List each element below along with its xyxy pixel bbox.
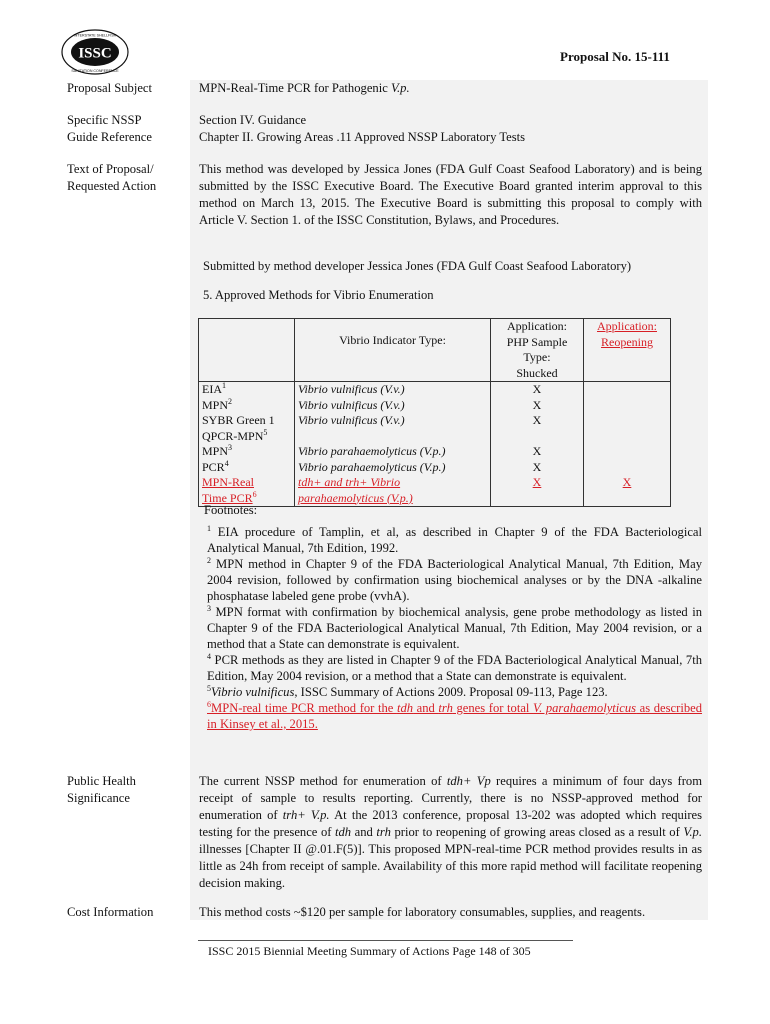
text-paragraph: This method was developed by Jessica Jones (FDA Gulf Coast Seafood Laboratory) and is being submitted by the ISSC Executive Board. The Executive Board granted interim approval to this method on March 13, 2015. The Executive Board is submitting this proposal to comply with Article V. Section 1. of the ISSC Constitution, Bylaws, and Procedures. [199,162,702,227]
footnote-1: $^1$ EIA procedure of Tamplin, et al, as described in Chapter 9 of the FDA Bacteriological Analytical Manual, 7th Edition, 1992. [207,523,702,555]
cost-label: Cost Information [67,905,154,919]
text-label: Text of Proposal/ Requested Action [67,162,157,193]
public-health-paragraph: The current NSSP method for enumeration of tdh+ Vp requires a minimum of four days from receipt of sample to results reporting. Currently, there is no NSSP-approved method for enumeration of trh+ V.p. At the 2013 conference, proposal 13-202 was adopted which requires testing for the presence of tdh and trh prior to reopening of growing areas closed as a result of V.p. illnesses [Chapter II @.01.F(5)]. This proposed MPN-real-time PCR method provides results in as little as 24h from receipt of sample. Availability of this more rapid method will facilitate reopening decision making. [199,774,703,890]
footnote-6: $^6$MPN-real time PCR method for the tdh and trh genes for total V. parahaemolyticus as described in Kinsey et al., 2015. [207,699,703,731]
table-cell: Vibrio vulnificus (V.v.) Vibrio vulnificus (V.v.) Vibrio vulnificus (V.v.) Vibrio parahaemolyticus (V.p.) Vibrio parahaemolyticus (V.p.) tdh+ and trh+ Vibrio parahaemolyticus (V.p.) [295,382,491,507]
guide-value: Section IV. Guidance Chapter II. Growing Areas .11 Approved NSSP Laboratory Tests [199,113,526,144]
submitted-by: Submitted by method developer Jessica Jones (FDA Gulf Coast Seafood Laboratory) [203,259,632,273]
issc-logo [60,28,130,76]
table-header-cell [199,319,295,382]
table-cell: X X X X X X [491,382,584,507]
table-cell: EIA$^1$ MPN$^2$ SYBR Green 1 QPCR-MPN$^5$ MPN$^3$ PCR$^4$ MPN-Real Time PCR$^6$ [199,382,295,507]
table-header-row [199,319,671,382]
table-header-cell: Application: Reopening [584,319,671,382]
table-cell: X [584,382,671,507]
table-header-cell: Vibrio Indicator Type: [295,319,491,382]
proposal-number: Proposal No. 15-111 [560,49,670,64]
footnotes-list [207,524,702,732]
page-footer: ISSC 2015 Biennial Meeting Summary of Actions Page 148 of 305 [208,944,531,958]
table-row [199,382,671,507]
logo-text: ISSC [78,45,112,62]
logo-ring-top: INTERSTATE SHELLFISH [73,33,117,38]
cost-value: This method costs ~$120 per sample for laboratory consumables, supplies, and reagents. [199,905,646,919]
subject-value: MPN-Real-Time PCR for Pathogenic V.p. [199,81,410,95]
footnote-4: $^4$ PCR methods as they are listed in Chapter 9 of the FDA Bacteriological Analytical Manual, 7th Edition, May 2004 revision, or a method that a State can demonstrate is equivalent. [207,651,702,683]
table-header-cell: Application: PHP Sample Type: Shucked [491,319,584,382]
public-health-label: Public Health Significance [67,774,136,805]
footnote-3: $^3$ MPN format with confirmation by biochemical analysis, gene probe methodology as listed in Chapter 9 of the FDA Bacteriological Analytical Manual, 7th Edition, May 2004 revision, or a method that a State can demonstrate is equivalent. [207,603,702,651]
footnote-2: $^2$ MPN method in Chapter 9 of the FDA Bacteriological Analytical Manual, 7th Edition, May 2004 revision, followed by confirmation using biochemical analyses or by the DNA -alkaline phosphatase labeled gene probe (vvhA). [207,555,702,603]
footnotes-title: Footnotes: [204,503,258,517]
approved-methods-heading: 5. Approved Methods for Vibrio Enumeration [203,288,434,302]
methods-table [198,318,671,507]
guide-label: Specific NSSP Guide Reference [67,113,152,144]
footer-divider [198,940,573,941]
footnote-5: $^5$Vibrio vulnificus, ISSC Summary of Actions 2009. Proposal 09-113, Page 123. [207,683,608,699]
subject-label: Proposal Subject [67,81,153,95]
logo-ring-bottom: SANITATION CONFERENCE [71,69,119,73]
